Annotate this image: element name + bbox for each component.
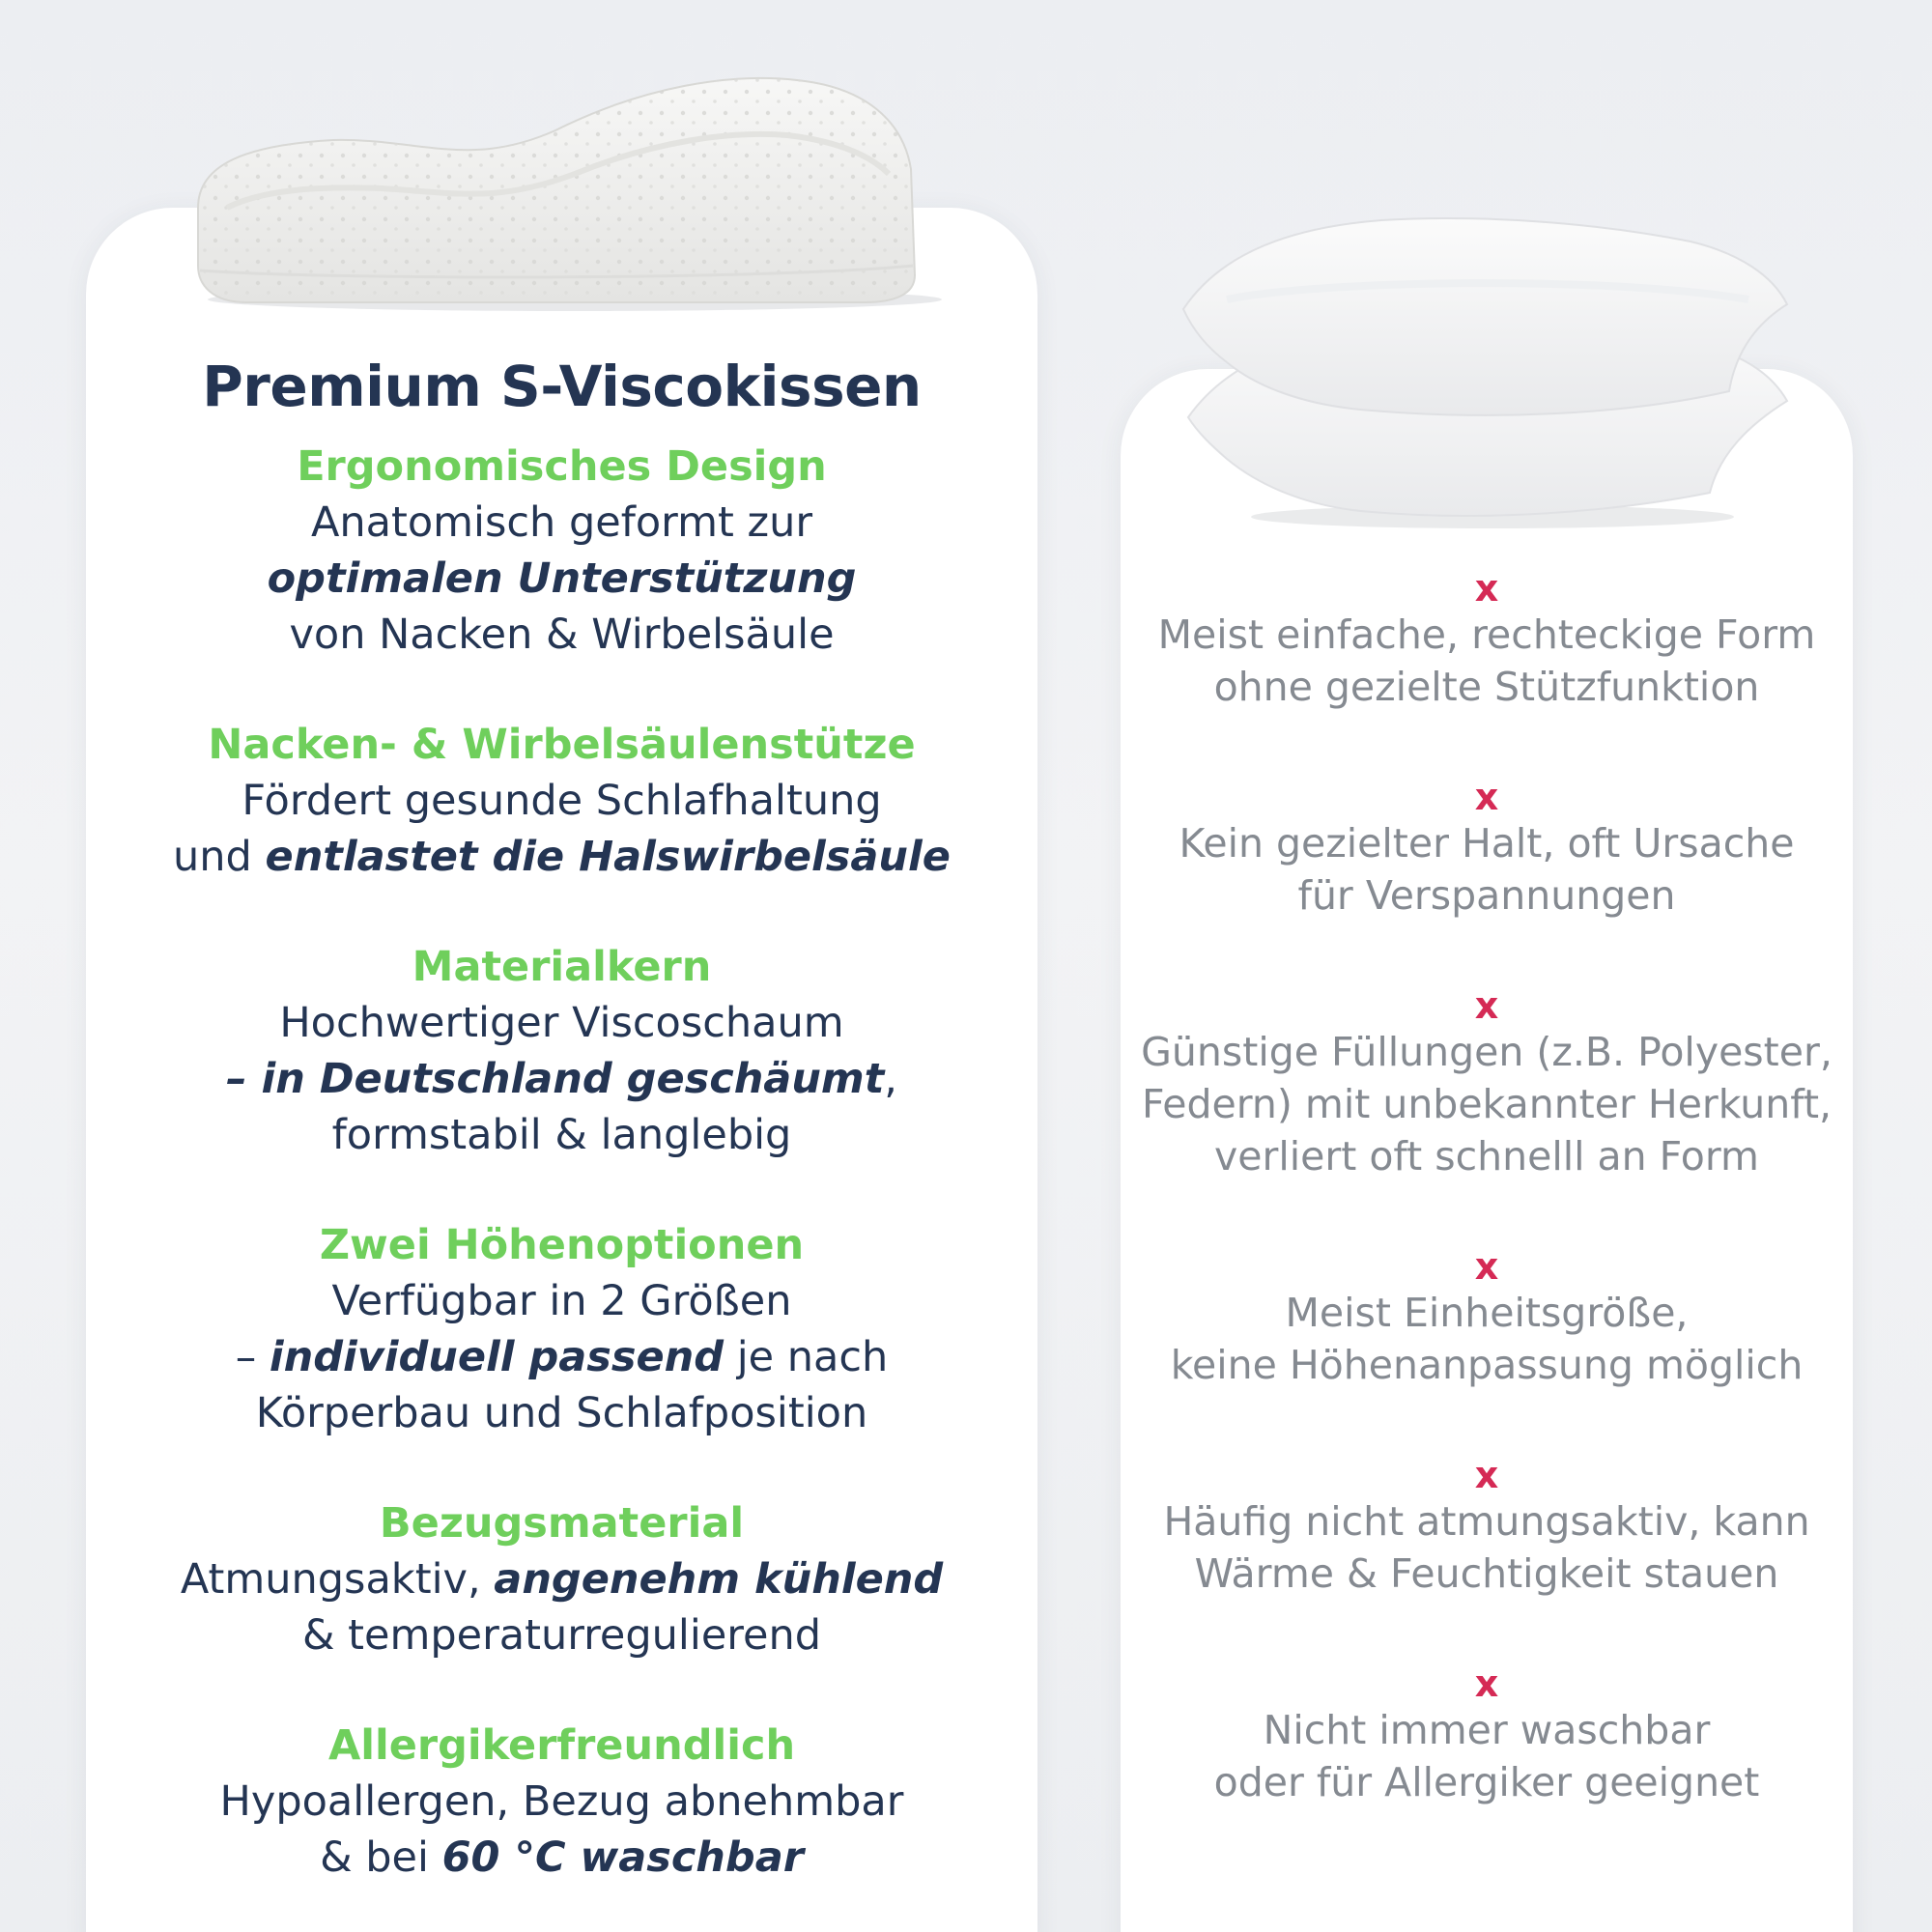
drawback-line: Meist Einheitsgröße, (1285, 1290, 1689, 1336)
drawback-line: Wärme & Feuchtigkeit stauen (1194, 1550, 1779, 1597)
drawback-line: Günstige Füllungen (z.B. Polyester, (1141, 1029, 1833, 1075)
drawback-item (1121, 1246, 1853, 1455)
feature-text-segment: je nach (724, 1333, 889, 1381)
feature-emphasis: angenehm kühlend (494, 1555, 944, 1604)
drawback-item (1121, 1455, 1853, 1663)
standard-pillows-image (1169, 193, 1806, 541)
feature-block (86, 717, 1037, 885)
feature-text-segment: von Nacken & Wirbelsäule (289, 611, 835, 659)
feature-text-segment: Körperbau und Schlafposition (255, 1389, 868, 1437)
feature-heading: Materialkern (412, 943, 712, 991)
cross-icon: x (1474, 1245, 1499, 1288)
feature-line (86, 1551, 1037, 1607)
drawback-item (1121, 1663, 1853, 1872)
feature-text-segment: Fördert gesunde Schlafhaltung (242, 777, 882, 825)
feature-line (86, 1385, 1037, 1441)
feature-text-segment: & temperaturregulierend (301, 1611, 822, 1660)
feature-line (86, 1051, 1037, 1107)
feature-emphasis: 60 °C waschbar (441, 1833, 804, 1882)
cross-icon: x (1474, 776, 1499, 818)
feature-line (86, 995, 1037, 1051)
feature-line (86, 1273, 1037, 1329)
feature-text-segment: Verfügbar in 2 Größen (331, 1277, 792, 1325)
feature-text-segment: – (235, 1333, 270, 1381)
feature-line (86, 495, 1037, 551)
drawback-line: keine Höhenanpassung möglich (1170, 1342, 1804, 1388)
feature-block (86, 1495, 1037, 1663)
feature-line (86, 1607, 1037, 1663)
drawback-line: Federn) mit unbekannter Herkunft, (1141, 1081, 1833, 1127)
cross-icon: x (1474, 567, 1499, 610)
feature-block (86, 1718, 1037, 1886)
feature-block (86, 939, 1037, 1163)
drawback-item (1121, 985, 1853, 1246)
feature-emphasis: individuell passend (269, 1333, 724, 1381)
drawback-line: Nicht immer waschbar (1263, 1707, 1711, 1753)
drawback-item (1121, 568, 1853, 777)
cross-icon: x (1474, 1454, 1499, 1496)
feature-text-segment: und (173, 833, 266, 881)
feature-heading: Nacken- & Wirbelsäulenstütze (208, 721, 916, 769)
feature-heading: Bezugsmaterial (379, 1499, 745, 1548)
feature-line (86, 607, 1037, 663)
feature-emphasis: entlastet die Halswirbelsäule (265, 833, 951, 881)
feature-text-segment: Atmungsaktiv, (180, 1555, 495, 1604)
feature-line (86, 1107, 1037, 1163)
feature-line (86, 551, 1037, 607)
drawback-line: Kein gezielter Halt, oft Ursache (1179, 820, 1795, 867)
feature-text-segment: formstabil & langlebig (331, 1111, 792, 1159)
feature-text-segment: Anatomisch geformt zur (310, 498, 813, 547)
feature-emphasis: – in Deutschland geschäumt (226, 1055, 885, 1103)
drawback-list (1121, 568, 1853, 1872)
cross-icon: x (1474, 984, 1499, 1027)
drawback-item (1121, 777, 1853, 985)
feature-line (86, 829, 1037, 885)
page-title: Premium S-Viscokissen (202, 354, 922, 419)
feature-heading: Allergikerfreundlich (327, 1721, 796, 1770)
drawback-line: Meist einfache, rechteckige Form (1157, 611, 1816, 658)
feature-block (86, 1217, 1037, 1441)
feature-heading: Ergonomisches Design (297, 442, 827, 491)
feature-emphasis: optimalen Unterstützung (267, 554, 857, 603)
feature-line (86, 1329, 1037, 1385)
feature-line (86, 773, 1037, 829)
drawback-line: für Verspannungen (1297, 872, 1676, 919)
feature-text-segment: & bei (320, 1833, 442, 1882)
feature-line (86, 1774, 1037, 1830)
premium-features (86, 348, 1037, 1932)
feature-block (86, 439, 1037, 663)
drawback-line: ohne gezielte Stützfunktion (1213, 664, 1760, 710)
feature-text-segment: Hypoallergen, Bezug abnehmbar (219, 1777, 904, 1826)
drawback-line: Häufig nicht atmungsaktiv, kann (1163, 1498, 1810, 1545)
feature-text-segment: , (884, 1055, 897, 1103)
cross-icon: x (1474, 1662, 1499, 1705)
drawback-line: verliert oft schnelll an Form (1214, 1133, 1759, 1179)
feature-list (86, 439, 1037, 1886)
standard-drawbacks (1121, 568, 1853, 1872)
feature-text-segment: Hochwertiger Viscoschaum (279, 999, 844, 1047)
feature-line (86, 1830, 1037, 1886)
drawback-line: oder für Allergiker geeignet (1213, 1759, 1760, 1805)
s-viscose-pillow-image (188, 63, 961, 314)
feature-heading: Zwei Höhenoptionen (319, 1221, 805, 1269)
